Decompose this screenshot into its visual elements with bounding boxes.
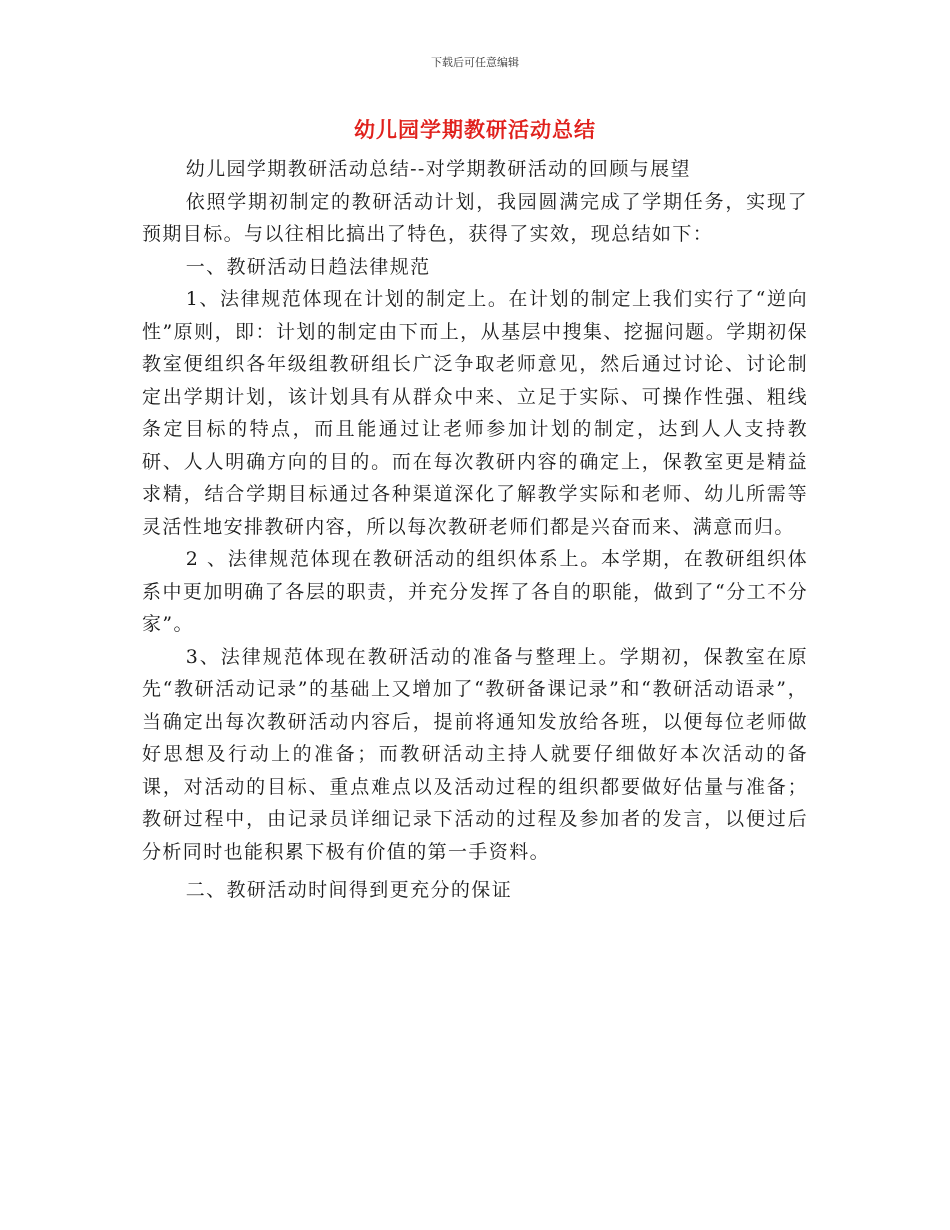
document-body (142, 153, 808, 907)
paragraph-intro: 依照学期初制定的教研活动计划，我园圆满完成了学期任务，实现了预期目标。与以往相比搞出了特色，获得了实效，现总结如下： (142, 190, 808, 245)
document-title: 幼儿园学期教研活动总结 (354, 118, 596, 142)
paragraph-point-1: 1、法律规范体现在计划的制定上。在计划的制定上我们实行了“逆向性”原则，即：计划的制定由下而上，从基层中搜集、挖掘问题。学期初保教室便组织各年级组教研组长广泛争取老师意见，然后通过讨论、讨论制定出学期计划，该计划具有从群众中来、立足于实际、可操作性强、粗线条定目标的特点，而且能通过让老师参加计划的制定，达到人人支持教研、人人明确方向的目的。而在每次教研内容的确定上，保教室更是精益求精，结合学期目标通过各种渠道深化了解教学实际和老师、幼儿所需等灵活性地安排教研内容，所以每次教研老师们都是兴奋而来、满意而归。 (142, 288, 808, 538)
section-heading-2: 二、教研活动时间得到更充分的保证 (185, 879, 513, 901)
section-heading-1: 一、教研活动日趋法律规范 (185, 255, 431, 278)
paragraph-subtitle: 幼儿园学期教研活动总结--对学期教研活动的回顾与展望 (185, 158, 691, 180)
paragraph-point-2: 2 、法律规范体现在教研活动的组织体系上。本学期，在教研组织体系中更加明确了各层的职责，并充分发挥了各自的职能，做到了“分工不分家”。 (142, 548, 808, 635)
header-note: 下载后可任意编辑 (431, 56, 519, 69)
paragraph-point-3: 3、法律规范体现在教研活动的准备与整理上。学期初，保教室在原先“教研活动记录”的基础上又增加了“教研备课记录”和“教研活动语录”，当确定出每次教研活动内容后，提前将通知发放给各班，以便每位老师做好思想及行动上的准备；而教研活动主持人就要仔细做好本次活动的备课，对活动的目标、重点难点以及活动过程的组织都要做好估量与准备；教研过程中，由记录员详细记录下活动的过程及参加者的发言，以便过后分析同时也能积累下极有价值的第一手资料。 (142, 645, 808, 863)
